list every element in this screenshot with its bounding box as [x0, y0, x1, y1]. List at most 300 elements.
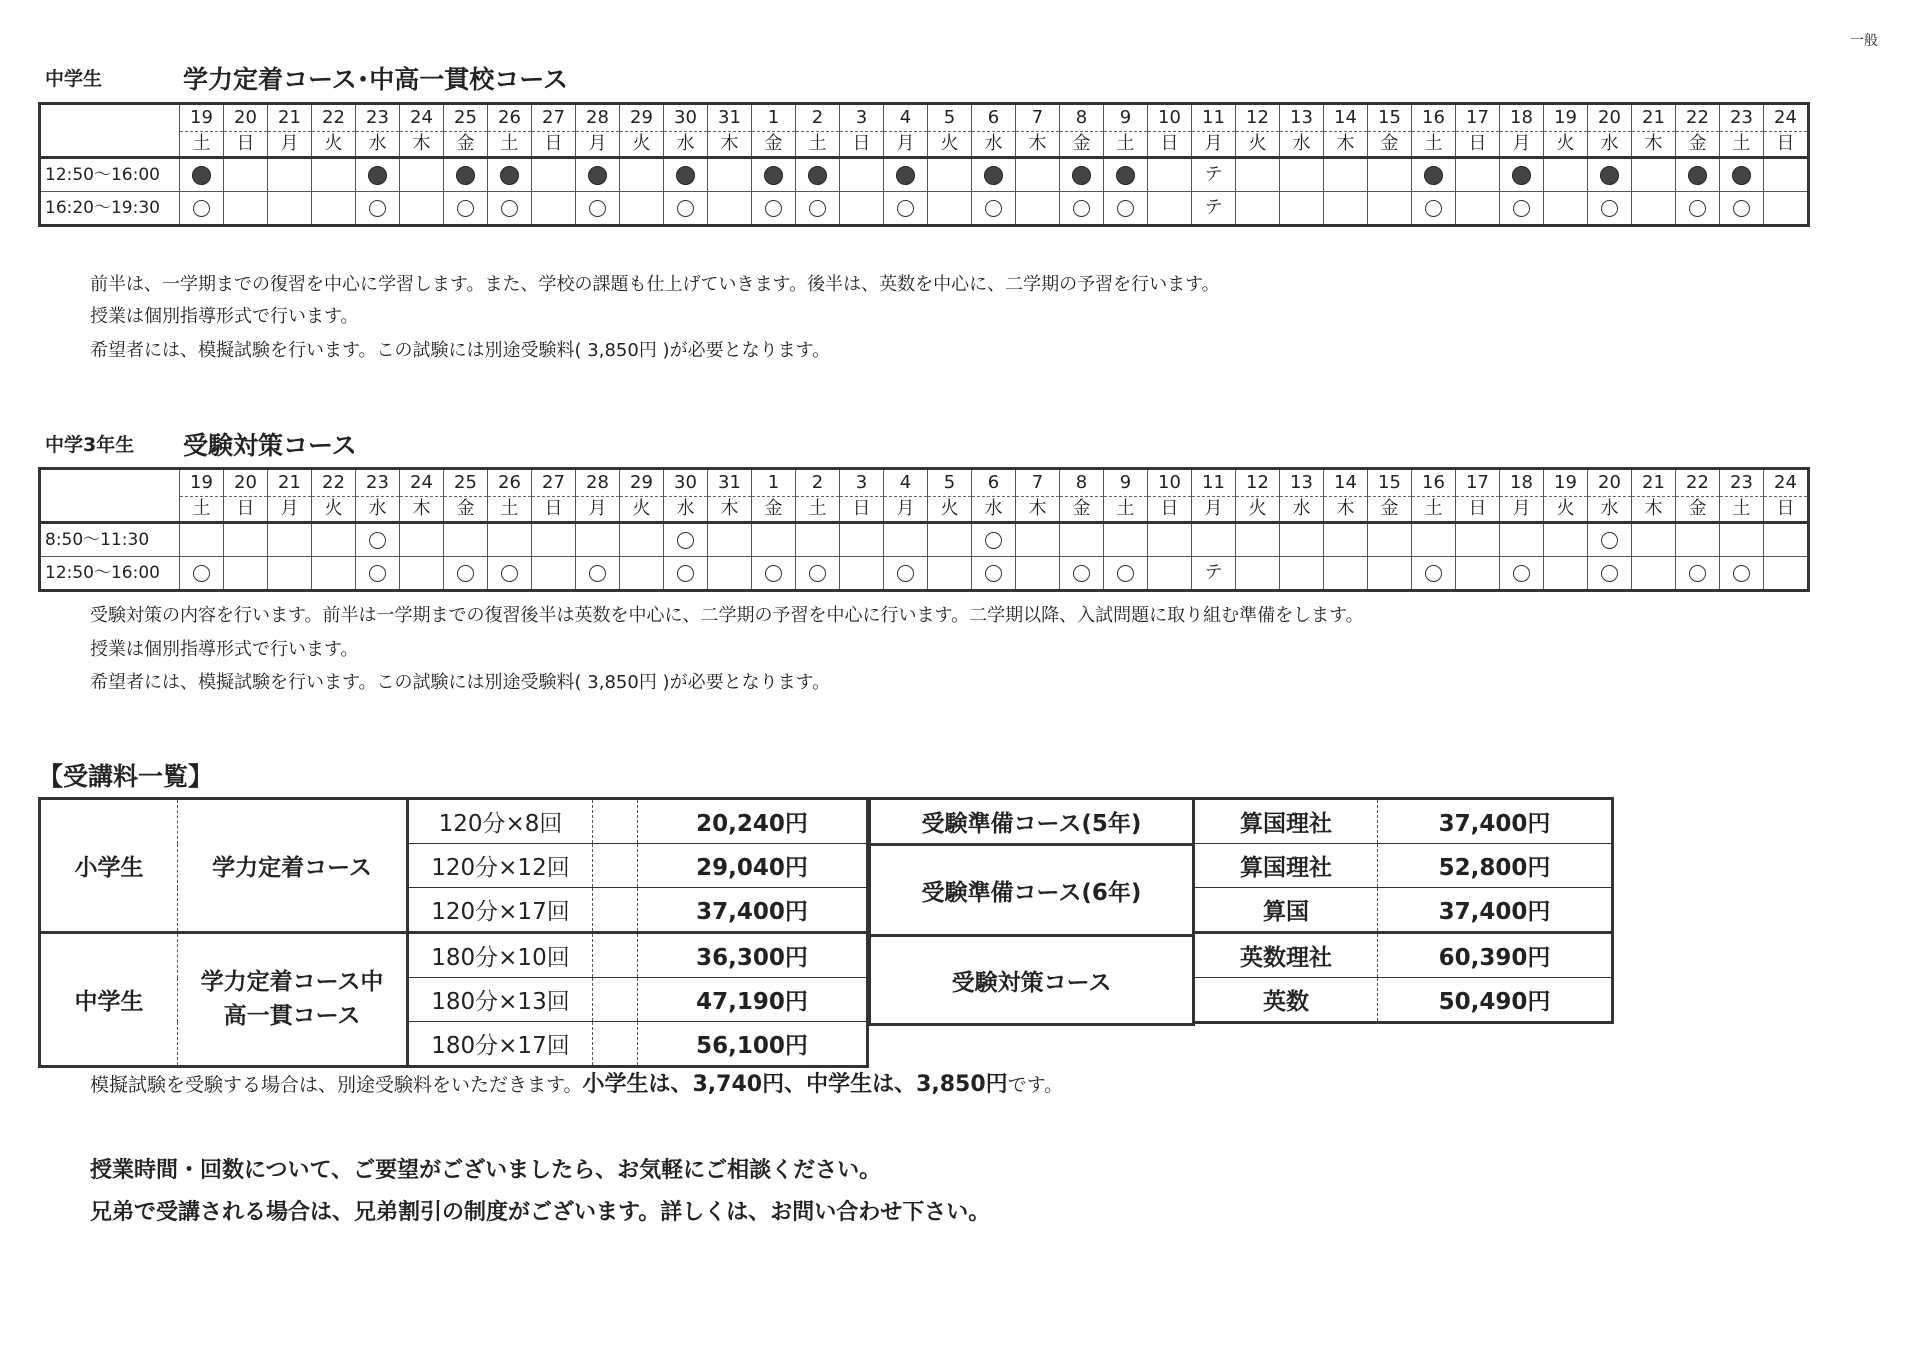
- section2-title: 受験対策コース: [183, 431, 357, 460]
- day-number: 31: [708, 469, 752, 497]
- day-number: 7: [1016, 104, 1060, 132]
- section1-title: 学力定着コース･中高一貫校コース: [183, 65, 569, 94]
- fee-note-bold: 小学生は、3,740円、中学生は、3,850円: [582, 1072, 1008, 1097]
- schedule-cell: [1236, 192, 1280, 226]
- schedule-cell: [532, 192, 576, 226]
- subject-3: 算国: [1194, 888, 1378, 933]
- schedule-cell: [1456, 192, 1500, 226]
- filled-dot-icon: [1512, 166, 1531, 185]
- filled-dot-icon: [1732, 166, 1751, 185]
- fee-heading: 【受講料一覧】: [38, 762, 214, 791]
- weekday: 火: [312, 132, 356, 158]
- weekday: 土: [180, 497, 224, 523]
- open-circle-icon: [1601, 565, 1618, 582]
- weekday: 火: [1236, 497, 1280, 523]
- schedule-cell: [796, 557, 840, 591]
- schedule-cell: [400, 192, 444, 226]
- mid-count-3: 180分×17回: [408, 1022, 593, 1067]
- day-number: 2: [796, 469, 840, 497]
- section1-note-1: 前半は、一学期までの復習を中心に学習します。また、学校の課題も仕上げていきます。後半は、英数を中心に、二学期の予習を行います。: [90, 274, 1220, 295]
- day-number: 10: [1148, 469, 1192, 497]
- day-number: 23: [356, 469, 400, 497]
- day-number: 27: [532, 104, 576, 132]
- filled-dot-icon: [588, 166, 607, 185]
- schedule-cell: [1192, 192, 1236, 226]
- schedule-table-1: [38, 102, 1810, 227]
- day-number: 11: [1192, 104, 1236, 132]
- schedule-cell: [1588, 523, 1632, 557]
- schedule-cell: [444, 557, 488, 591]
- filled-dot-icon: [368, 166, 387, 185]
- schedule-cell: [1588, 557, 1632, 591]
- section1-note-3: 希望者には、模擬試験を行います。この試験には別途受験料( 3,850円 )が必要となります。: [90, 340, 831, 361]
- section1-note-2: 授業は個別指導形式で行います。: [90, 306, 359, 327]
- elem-price-2: 29,040円: [638, 844, 868, 888]
- open-circle-icon: [369, 532, 386, 549]
- open-circle-icon: [1425, 565, 1442, 582]
- schedule-cell: [1500, 523, 1544, 557]
- schedule-cell: [444, 523, 488, 557]
- schedule-cell: [532, 523, 576, 557]
- schedule-cell: [1764, 158, 1809, 192]
- open-circle-icon: [897, 200, 914, 217]
- subject-price-5: 50,490円: [1378, 978, 1613, 1023]
- weekday: 水: [972, 497, 1016, 523]
- schedule-cell: [796, 158, 840, 192]
- weekday: 木: [400, 497, 444, 523]
- fee-table-exam-courses: [868, 797, 1195, 1026]
- footer-note-2: 兄弟で受講される場合は、兄弟割引の制度がございます。詳しくは、お問い合わせ下さい。: [90, 1200, 991, 1225]
- open-circle-icon: [1513, 200, 1530, 217]
- mid-price-1: 36,300円: [638, 933, 868, 978]
- schedule-cell: [180, 523, 224, 557]
- weekday: 水: [1280, 132, 1324, 158]
- open-circle-icon: [501, 565, 518, 582]
- weekday: 金: [1368, 497, 1412, 523]
- schedule-cell: [1060, 557, 1104, 591]
- schedule-cell: [1192, 158, 1236, 192]
- schedule-cell: [928, 557, 972, 591]
- filled-dot-icon: [808, 166, 827, 185]
- day-number: 17: [1456, 469, 1500, 497]
- test-mark: テ: [1204, 562, 1223, 583]
- open-circle-icon: [985, 532, 1002, 549]
- section1-grade-label: 中学生: [45, 68, 103, 90]
- day-number: 29: [620, 104, 664, 132]
- weekday: 火: [312, 497, 356, 523]
- schedule-cell: [576, 192, 620, 226]
- day-number: 18: [1500, 469, 1544, 497]
- schedule-cell: [1544, 192, 1588, 226]
- schedule-cell: [1192, 523, 1236, 557]
- filled-dot-icon: [192, 166, 211, 185]
- open-circle-icon: [1733, 200, 1750, 217]
- weekday: 日: [840, 497, 884, 523]
- weekday: 火: [1544, 132, 1588, 158]
- schedule-cell: [1368, 192, 1412, 226]
- fee-note: [90, 1067, 1063, 1098]
- filled-dot-icon: [1688, 166, 1707, 185]
- open-circle-icon: [1689, 200, 1706, 217]
- day-number: 3: [840, 104, 884, 132]
- weekday: 木: [708, 497, 752, 523]
- schedule-cell: [488, 523, 532, 557]
- day-number: 13: [1280, 104, 1324, 132]
- schedule-cell: [1104, 557, 1148, 591]
- day-number: 4: [884, 104, 928, 132]
- schedule-cell: [972, 557, 1016, 591]
- weekday: 金: [752, 497, 796, 523]
- day-number: 16: [1412, 104, 1456, 132]
- day-number: 23: [1720, 469, 1764, 497]
- filled-dot-icon: [896, 166, 915, 185]
- schedule-cell: [620, 192, 664, 226]
- schedule-cell: [400, 158, 444, 192]
- open-circle-icon: [1117, 565, 1134, 582]
- schedule-cell: [356, 557, 400, 591]
- schedule-cell: [1456, 557, 1500, 591]
- filled-dot-icon: [676, 166, 695, 185]
- schedule-cell: [840, 557, 884, 591]
- fee-table-main: [38, 797, 869, 1068]
- day-number: 1: [752, 469, 796, 497]
- weekday: 日: [532, 132, 576, 158]
- schedule-cell: [752, 192, 796, 226]
- test-mark: テ: [1204, 164, 1223, 185]
- open-circle-icon: [1601, 532, 1618, 549]
- schedule-cell: [312, 557, 356, 591]
- schedule-cell: [664, 557, 708, 591]
- schedule-cell: [488, 557, 532, 591]
- schedule-cell: [1632, 523, 1676, 557]
- schedule-cell: [1720, 192, 1764, 226]
- weekday: 土: [1412, 132, 1456, 158]
- schedule-cell: [1192, 557, 1236, 591]
- day-number: 6: [972, 469, 1016, 497]
- filled-dot-icon: [456, 166, 475, 185]
- mid-count-1: 180分×10回: [408, 933, 593, 978]
- day-number: 20: [224, 104, 268, 132]
- schedule-cell: [1148, 557, 1192, 591]
- weekday: 火: [620, 497, 664, 523]
- fee-note-text: 模擬試験を受験する場合は、別途受験料をいただきます。: [90, 1074, 583, 1096]
- schedule-cell: [664, 523, 708, 557]
- test-mark: テ: [1204, 197, 1223, 218]
- exam-course-6: 受験準備コース(6年): [870, 845, 1194, 936]
- schedule-cell: [928, 192, 972, 226]
- weekday: 金: [444, 132, 488, 158]
- weekday: 水: [664, 497, 708, 523]
- schedule-cell: [1500, 192, 1544, 226]
- day-number: 22: [1676, 469, 1720, 497]
- schedule-cell: [1148, 158, 1192, 192]
- filled-dot-icon: [1424, 166, 1443, 185]
- day-number: 13: [1280, 469, 1324, 497]
- schedule-cell: [1676, 192, 1720, 226]
- weekday: 水: [1280, 497, 1324, 523]
- weekday: 月: [1192, 497, 1236, 523]
- schedule-cell: [312, 523, 356, 557]
- mid-course-line-2: 高一貫コース: [223, 1002, 361, 1029]
- day-number: 20: [224, 469, 268, 497]
- weekday: 土: [1720, 497, 1764, 523]
- weekday: 月: [576, 132, 620, 158]
- weekday: 土: [796, 132, 840, 158]
- schedule-cell: [1060, 523, 1104, 557]
- weekday: 土: [1104, 132, 1148, 158]
- day-number: 4: [884, 469, 928, 497]
- weekday: 土: [796, 497, 840, 523]
- schedule-cell: [884, 192, 928, 226]
- schedule-cell: [1588, 158, 1632, 192]
- time-slot: 16:20～19:30: [40, 192, 180, 226]
- mid-course: [178, 933, 408, 1067]
- weekday: 金: [444, 497, 488, 523]
- weekday: 日: [1456, 132, 1500, 158]
- weekday: 月: [1500, 497, 1544, 523]
- schedule-cell: [1544, 158, 1588, 192]
- day-number: 21: [1632, 469, 1676, 497]
- day-number: 26: [488, 469, 532, 497]
- schedule-cell: [1544, 557, 1588, 591]
- weekday: 土: [180, 132, 224, 158]
- schedule-cell: [1324, 192, 1368, 226]
- filled-dot-icon: [1116, 166, 1135, 185]
- schedule-cell: [180, 557, 224, 591]
- footer-note-1: 授業時間・回数について、ご要望がございましたら、お気軽にご相談ください。: [90, 1158, 882, 1183]
- weekday: 木: [1324, 132, 1368, 158]
- elem-price-1: 20,240円: [638, 799, 868, 844]
- elem-price-3: 37,400円: [638, 888, 868, 933]
- schedule-cell: [268, 158, 312, 192]
- weekday: 日: [1148, 497, 1192, 523]
- schedule-table-2: [38, 467, 1810, 592]
- schedule-cell: [1412, 192, 1456, 226]
- schedule-cell: [928, 523, 972, 557]
- time-slot: 12:50～16:00: [40, 557, 180, 591]
- weekday: 金: [1368, 132, 1412, 158]
- open-circle-icon: [369, 200, 386, 217]
- open-circle-icon: [1073, 200, 1090, 217]
- schedule-cell: [752, 158, 796, 192]
- schedule-cell: [708, 158, 752, 192]
- open-circle-icon: [765, 200, 782, 217]
- schedule-cell: [532, 557, 576, 591]
- open-circle-icon: [1601, 200, 1618, 217]
- day-number: 31: [708, 104, 752, 132]
- schedule-cell: [1368, 523, 1412, 557]
- subject-1: 算国理社: [1194, 799, 1378, 844]
- open-circle-icon: [1733, 565, 1750, 582]
- weekday: 金: [1060, 132, 1104, 158]
- weekday: 金: [1676, 132, 1720, 158]
- open-circle-icon: [1689, 565, 1706, 582]
- schedule-cell: [1720, 158, 1764, 192]
- schedule-cell: [1764, 523, 1809, 557]
- schedule-cell: [1324, 158, 1368, 192]
- open-circle-icon: [677, 532, 694, 549]
- time-slot: 8:50～11:30: [40, 523, 180, 557]
- open-circle-icon: [193, 565, 210, 582]
- schedule-cell: [1368, 557, 1412, 591]
- weekday: 日: [1764, 497, 1809, 523]
- weekday: 土: [1104, 497, 1148, 523]
- schedule-cell: [884, 523, 928, 557]
- weekday: 木: [708, 132, 752, 158]
- weekday: 木: [1632, 132, 1676, 158]
- schedule-cell: [1236, 557, 1280, 591]
- subject-4: 英数理社: [1194, 933, 1378, 978]
- subject-2: 算国理社: [1194, 844, 1378, 888]
- weekday: 月: [884, 132, 928, 158]
- mid-grade: 中学生: [40, 933, 178, 1067]
- weekday: 月: [268, 132, 312, 158]
- schedule-cell: [1016, 557, 1060, 591]
- weekday: 日: [1456, 497, 1500, 523]
- schedule-cell: [268, 557, 312, 591]
- day-number: 24: [1764, 469, 1809, 497]
- schedule-cell: [708, 557, 752, 591]
- open-circle-icon: [369, 565, 386, 582]
- schedule-cell: [312, 158, 356, 192]
- weekday: 木: [1016, 497, 1060, 523]
- day-number: 21: [268, 469, 312, 497]
- weekday: 土: [488, 497, 532, 523]
- schedule-cell: [400, 523, 444, 557]
- schedule-cell: [1412, 523, 1456, 557]
- day-number: 15: [1368, 104, 1412, 132]
- day-number: 19: [180, 104, 224, 132]
- open-circle-icon: [501, 200, 518, 217]
- subject-5: 英数: [1194, 978, 1378, 1023]
- schedule-cell: [708, 523, 752, 557]
- schedule-cell: [1544, 523, 1588, 557]
- filled-dot-icon: [1600, 166, 1619, 185]
- day-number: 15: [1368, 469, 1412, 497]
- open-circle-icon: [1425, 200, 1442, 217]
- open-circle-icon: [1513, 565, 1530, 582]
- subject-price-3: 37,400円: [1378, 888, 1613, 933]
- open-circle-icon: [809, 565, 826, 582]
- schedule-cell: [1148, 192, 1192, 226]
- elem-grade: 小学生: [40, 799, 178, 933]
- schedule-cell: [708, 192, 752, 226]
- weekday: 金: [1060, 497, 1104, 523]
- open-circle-icon: [589, 200, 606, 217]
- day-number: 16: [1412, 469, 1456, 497]
- schedule-cell: [972, 192, 1016, 226]
- weekday: 木: [400, 132, 444, 158]
- elem-count-2: 120分×12回: [408, 844, 593, 888]
- schedule-cell: [1236, 523, 1280, 557]
- section2-note-2: 授業は個別指導形式で行います。: [90, 639, 359, 660]
- weekday: 水: [356, 497, 400, 523]
- day-number: 22: [312, 469, 356, 497]
- schedule-cell: [224, 158, 268, 192]
- day-number: 20: [1588, 104, 1632, 132]
- mid-price-3: 56,100円: [638, 1022, 868, 1067]
- day-number: 2: [796, 104, 840, 132]
- weekday: 土: [1720, 132, 1764, 158]
- weekday: 水: [1588, 132, 1632, 158]
- corner-cell: [40, 469, 180, 523]
- schedule-cell: [840, 192, 884, 226]
- day-number: 23: [356, 104, 400, 132]
- weekday: 月: [1500, 132, 1544, 158]
- schedule-cell: [796, 192, 840, 226]
- day-number: 22: [1676, 104, 1720, 132]
- weekday: 水: [972, 132, 1016, 158]
- schedule-cell: [884, 158, 928, 192]
- weekday: 火: [928, 132, 972, 158]
- schedule-cell: [356, 158, 400, 192]
- schedule-cell: [1016, 158, 1060, 192]
- schedule-cell: [752, 557, 796, 591]
- elem-course: 学力定着コース: [178, 799, 408, 933]
- subject-price-4: 60,390円: [1378, 933, 1613, 978]
- schedule-cell: [1412, 557, 1456, 591]
- day-number: 6: [972, 104, 1016, 132]
- weekday: 金: [752, 132, 796, 158]
- schedule-cell: [1280, 523, 1324, 557]
- day-number: 28: [576, 469, 620, 497]
- schedule-cell: [224, 192, 268, 226]
- day-number: 3: [840, 469, 884, 497]
- open-circle-icon: [677, 565, 694, 582]
- mid-price-2: 47,190円: [638, 978, 868, 1022]
- day-number: 21: [1632, 104, 1676, 132]
- schedule-cell: [488, 158, 532, 192]
- day-number: 23: [1720, 104, 1764, 132]
- schedule-cell: [1500, 557, 1544, 591]
- schedule-cell: [1764, 557, 1809, 591]
- schedule-cell: [1104, 523, 1148, 557]
- schedule-cell: [1280, 192, 1324, 226]
- open-circle-icon: [193, 200, 210, 217]
- day-number: 1: [752, 104, 796, 132]
- filled-dot-icon: [984, 166, 1003, 185]
- day-number: 17: [1456, 104, 1500, 132]
- weekday: 木: [1324, 497, 1368, 523]
- schedule-cell: [1412, 158, 1456, 192]
- exam-course-5: 受験準備コース(5年): [870, 799, 1194, 845]
- schedule-cell: [444, 192, 488, 226]
- schedule-cell: [1104, 158, 1148, 192]
- schedule-cell: [752, 523, 796, 557]
- schedule-cell: [1456, 523, 1500, 557]
- day-number: 9: [1104, 104, 1148, 132]
- schedule-cell: [1060, 192, 1104, 226]
- schedule-cell: [884, 557, 928, 591]
- open-circle-icon: [1117, 200, 1134, 217]
- day-number: 14: [1324, 104, 1368, 132]
- elem-count-1: 120分×8回: [408, 799, 593, 844]
- schedule-cell: [1280, 158, 1324, 192]
- schedule-cell: [268, 192, 312, 226]
- subject-price-2: 52,800円: [1378, 844, 1613, 888]
- weekday: 火: [928, 497, 972, 523]
- weekday: 日: [224, 132, 268, 158]
- open-circle-icon: [589, 565, 606, 582]
- weekday: 月: [884, 497, 928, 523]
- day-number: 19: [1544, 469, 1588, 497]
- schedule-cell: [620, 557, 664, 591]
- filled-dot-icon: [1072, 166, 1091, 185]
- weekday: 水: [664, 132, 708, 158]
- weekday: 木: [1016, 132, 1060, 158]
- schedule-cell: [1060, 158, 1104, 192]
- schedule-cell: [1148, 523, 1192, 557]
